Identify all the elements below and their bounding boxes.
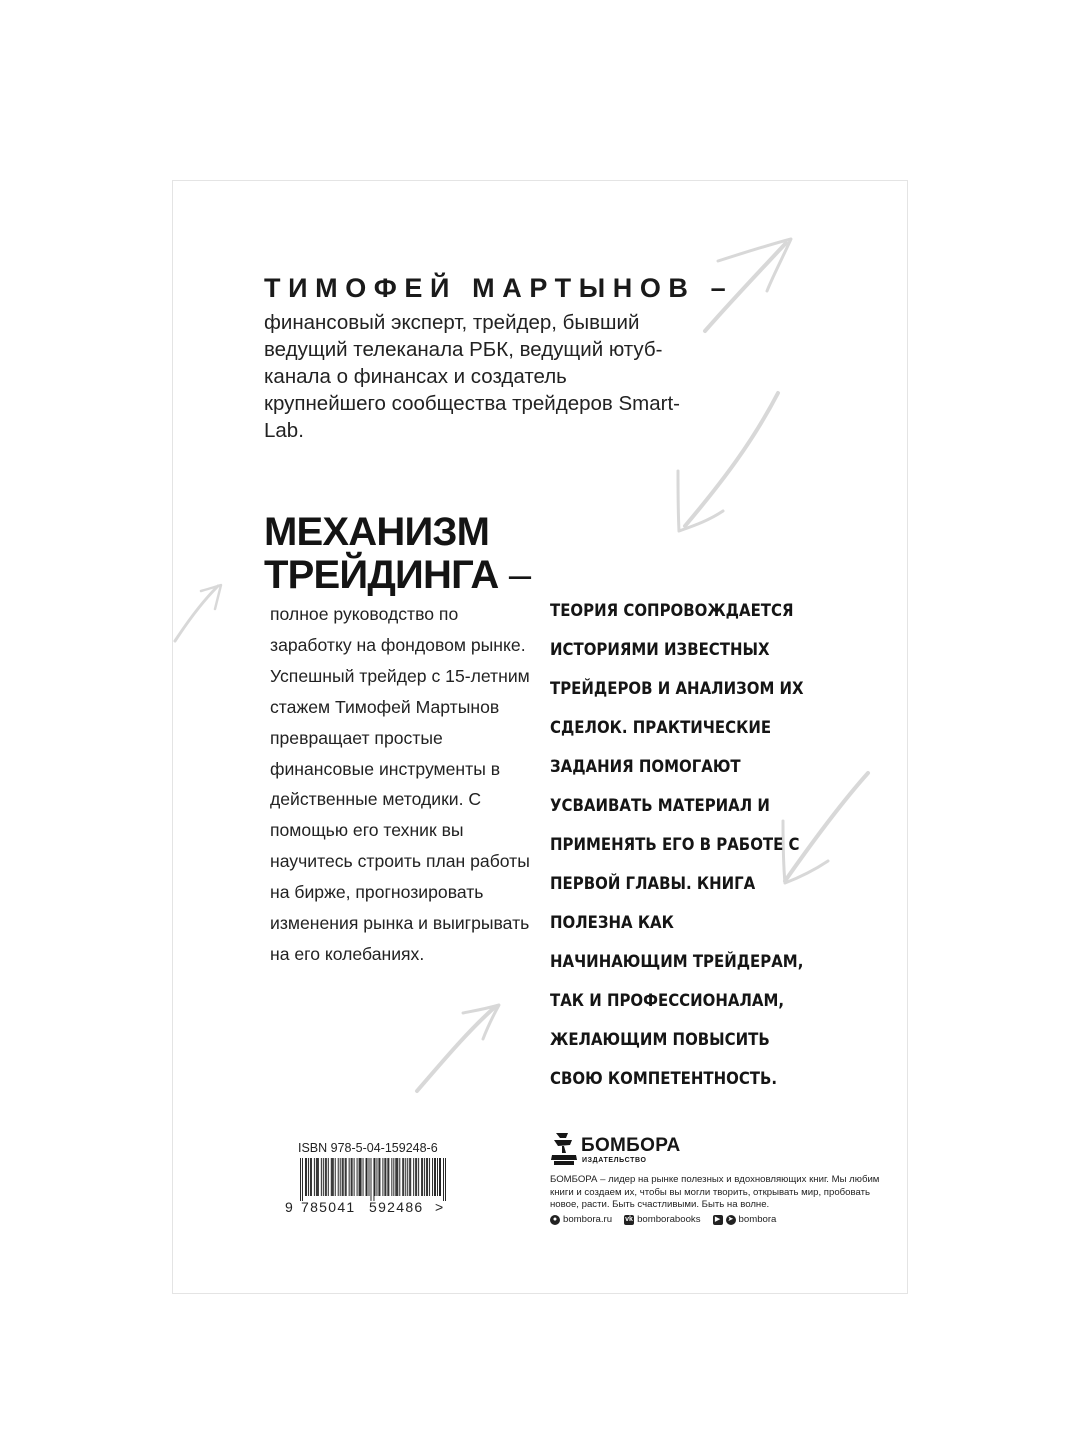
barcode-digits [285, 1199, 445, 1215]
barcode-bar [399, 1158, 400, 1196]
barcode-bar [345, 1158, 346, 1196]
barcode-bar [410, 1158, 411, 1196]
barcode-bar [306, 1158, 307, 1196]
barcode-bar [352, 1158, 353, 1196]
barcode-bar [323, 1158, 324, 1196]
barcode-bar [416, 1158, 417, 1196]
barcode-bar [316, 1158, 317, 1196]
barcode-bar [300, 1158, 301, 1201]
barcode-bar [357, 1158, 358, 1196]
barcode-digit-first: 9 [285, 1199, 295, 1215]
barcode-bar [387, 1158, 388, 1196]
isbn-barcode [300, 1158, 446, 1201]
barcode-bar [405, 1158, 406, 1196]
barcode-bar [443, 1158, 444, 1201]
book-title-line-2 [264, 554, 530, 597]
barcode-bar [395, 1158, 396, 1196]
barcode-bar [305, 1158, 306, 1196]
book-title-word-2: ТРЕЙДИНГА [264, 553, 499, 597]
barcode-bar [378, 1158, 379, 1196]
barcode-bar [366, 1158, 367, 1196]
barcode-bar [349, 1158, 350, 1196]
barcode-bar [426, 1158, 427, 1196]
barcode-bar [359, 1158, 360, 1196]
globe-icon: ● [550, 1215, 560, 1225]
barcode-bar [429, 1158, 430, 1196]
social-channels-label: bombora [738, 1214, 777, 1225]
barcode-bar [385, 1158, 386, 1196]
social-vk[interactable] [624, 1214, 700, 1225]
barcode-bar [374, 1158, 375, 1201]
barcode-bar [331, 1158, 332, 1196]
social-channels[interactable] [713, 1214, 777, 1225]
barcode-bar [421, 1158, 422, 1196]
author-name: ТИМОФЕЙ МАРТЫНОВ – [264, 273, 734, 303]
barcode-bar [367, 1158, 368, 1196]
barcode-bar [397, 1158, 398, 1196]
barcode-bar [374, 1158, 375, 1196]
barcode-bar [384, 1158, 385, 1196]
social-site-label: bombora.ru [563, 1214, 613, 1225]
arrow-up-right-left-head [201, 585, 221, 609]
publisher-tagline: БОМБОРА – лидер на рынке полезных и вдохновляющих книг. Мы любим книги и создаем их, чтобы вы могли творить, открывать мир, пробовать новое, расти. Быть счастливыми. Быть на волне. [550, 1174, 880, 1210]
barcode-bar [435, 1158, 436, 1196]
arrow-up-right-bottom [417, 1007, 495, 1091]
barcode-bar [427, 1158, 428, 1196]
barcode-bar [369, 1158, 370, 1196]
publisher-name: БОМБОРА [581, 1135, 681, 1156]
barcode-bar [308, 1158, 309, 1196]
publisher-subtitle: ИЗДАТЕЛЬСТВО [582, 1157, 647, 1164]
social-site[interactable] [550, 1214, 612, 1225]
arrow-down-left-mid [685, 393, 778, 526]
barcode-bar [311, 1158, 312, 1196]
book-title-line-1: МЕХАНИЗМ [264, 510, 490, 554]
barcode-bar [346, 1158, 347, 1196]
barcode-bar [340, 1158, 341, 1196]
telegram-icon: ➤ [726, 1215, 736, 1225]
barcode-bar [360, 1158, 361, 1196]
barcode-bar [403, 1158, 404, 1196]
barcode-bar [361, 1158, 362, 1196]
barcode-bar [332, 1158, 333, 1196]
barcode-bar [321, 1158, 322, 1196]
isbn-label: ISBN 978-5-04-159248-6 [298, 1141, 438, 1155]
barcode-bar [388, 1158, 389, 1196]
barcode-bar [409, 1158, 410, 1196]
barcode-bar [396, 1158, 397, 1196]
barcode-bar [379, 1158, 380, 1196]
barcode-bar [310, 1158, 311, 1196]
barcode-digit-end: > [435, 1199, 445, 1215]
barcode-bar [437, 1158, 438, 1196]
barcode-bar [407, 1158, 408, 1196]
video-icon: ▶ [713, 1215, 723, 1225]
barcode-bar [434, 1158, 435, 1196]
barcode-bar [363, 1158, 364, 1196]
barcode-bar [317, 1158, 318, 1196]
barcode-bar [335, 1158, 336, 1196]
barcode-bar [343, 1158, 344, 1196]
barcode-bar [326, 1158, 327, 1196]
barcode-bar [418, 1158, 419, 1196]
barcode-bar [342, 1158, 343, 1196]
barcode-bar [318, 1158, 319, 1196]
author-bio: финансовый эксперт, трейдер, бывший ведущий телеканала РБК, ведущий ютуб-канала о финансах и создатель крупнейшего сообщества трейдеров Smart-Lab. [264, 311, 680, 442]
barcode-bar [393, 1158, 394, 1196]
book-title [264, 511, 530, 597]
barcode-digits-group-2: 592486 [369, 1199, 424, 1215]
description-left: полное руководство по заработку на фондовом рынке. Успешный трейдер с 15-летним стажем Тимофей Мартынов превращает простые финансовые инструменты в действенные методики. С помощью его техник вы научитесь строить план работы на бирже, прогнозировать изменения рынка и выигрывать на его колебаниях. [270, 604, 530, 964]
barcode-bar [440, 1158, 441, 1196]
book-back-cover [172, 180, 908, 1294]
barcode-bar [328, 1158, 329, 1196]
barcode-bar [314, 1158, 315, 1196]
barcode-bar [445, 1158, 446, 1201]
description-right: ТЕОРИЯ СОПРОВОЖДАЕТСЯ ИСТОРИЯМИ ИЗВЕСТНЫХ ТРЕЙДЕРОВ И АНАЛИЗОМ ИХ СДЕЛОК. ПРАКТИЧЕСКИЕ ЗАДАНИЯ ПОМОГАЮТ УСВАИВАТЬ МАТЕРИАЛ И ПРИМЕНЯТЬ ЕГО В РАБОТЕ С ПЕРВОЙ ГЛАВЫ. КНИГА ПОЛЕЗНА КАК НАЧИНАЮЩИМ ТРЕЙДЕРАМ, ТАК И ПРОФЕССИОНАЛАМ, ЖЕЛАЮЩИМ ПОВЫСИТЬ СВОЮ КОМПЕТЕНТНОСТЬ. [550, 601, 804, 1089]
barcode-bar [338, 1158, 339, 1196]
barcode-bar [376, 1158, 377, 1196]
barcode-bar [371, 1158, 372, 1201]
barcode-bar [424, 1158, 425, 1196]
barcode-bar [391, 1158, 392, 1196]
barcode-bar [415, 1158, 416, 1196]
barcode-bar [432, 1158, 433, 1196]
barcode-bar [413, 1158, 414, 1196]
arrow-down-left-mid-head [678, 471, 723, 531]
barcode-bar [382, 1158, 383, 1196]
barcode-bar [302, 1158, 303, 1201]
vk-icon: vk [625, 1215, 633, 1223]
arrow-up-right-left [175, 586, 218, 641]
publisher-social-links [550, 1214, 776, 1225]
barcode-bar [402, 1158, 403, 1196]
social-vk-label: bomborabooks [637, 1214, 701, 1225]
book-title-dash: – [498, 553, 531, 597]
barcode-bar [325, 1158, 326, 1196]
bombora-logo-icon [550, 1131, 578, 1167]
barcode-bar [333, 1158, 334, 1196]
barcode-bar [351, 1158, 352, 1196]
barcode-bar [354, 1158, 355, 1196]
barcode-bar [422, 1158, 423, 1196]
barcode-digits-group-1: 785041 [301, 1199, 356, 1215]
barcode-bar [439, 1158, 440, 1196]
